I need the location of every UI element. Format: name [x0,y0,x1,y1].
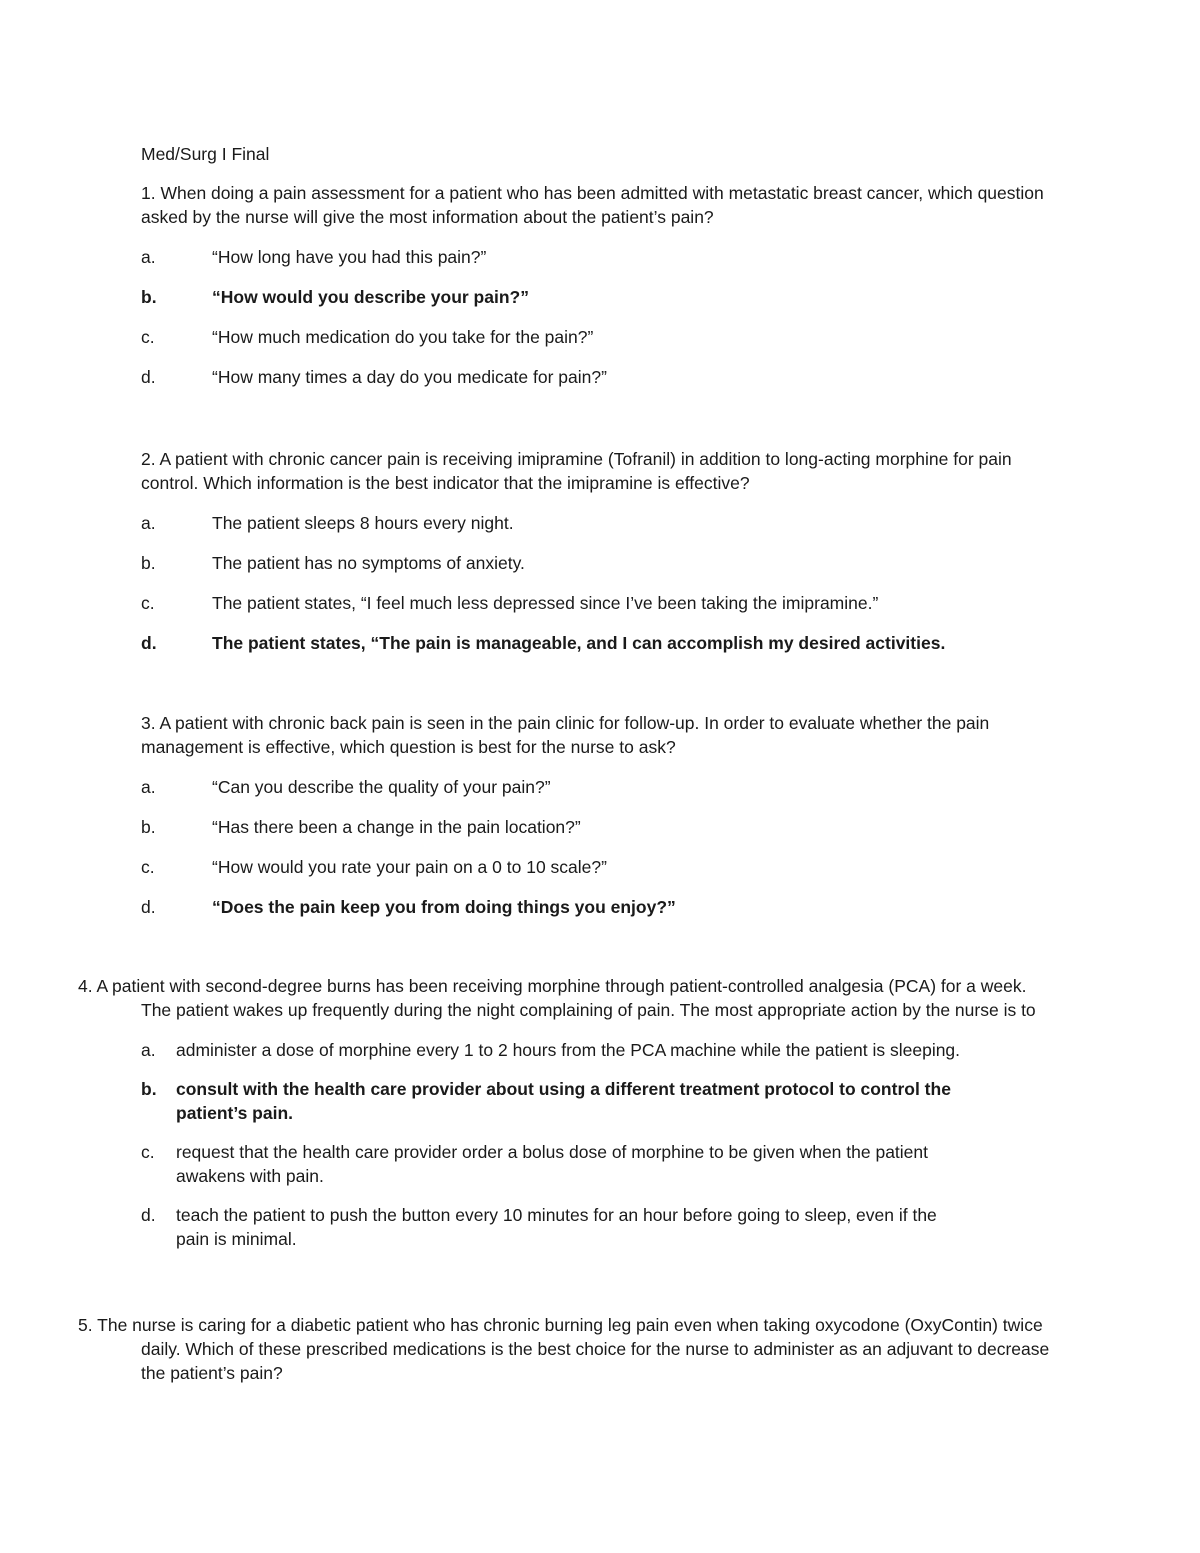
option-text: “How much medication do you take for the pain?” [212,327,594,347]
option-text: The patient states, “The pain is manageable, and I can accomplish my desired activities. [212,633,946,653]
question-2 [141,447,1061,655]
option-a [141,511,1061,535]
option-letter: a. [141,513,156,533]
option-a [141,245,1061,269]
option-d [141,365,1061,389]
option-text: administer a dose of morphine every 1 to 2 hours from the PCA machine while the patient is sleeping. [176,1040,961,1060]
option-text: “How would you rate your pain on a 0 to 10 scale?” [212,857,607,877]
option-text: consult with the health care provider about using a different treatment protocol to control the patient’s pain. [176,1079,951,1123]
option-text: request that the health care provider order a bolus dose of morphine to be given when the patient awakens with pain. [176,1142,929,1186]
option-letter: c. [141,327,155,347]
question-stem: 1. When doing a pain assessment for a patient who has been admitted with metastatic breast cancer, which question asked by the nurse will give the most information about the patient’s pain? [141,183,1044,227]
option-d-correct [141,895,1061,919]
question-4 [78,974,1058,1251]
option-a [78,1038,1058,1062]
option-text: The patient states, “I feel much less depressed since I’ve been taking the imipramine.” [212,593,879,613]
option-a [141,775,1061,799]
option-letter: b. [141,1079,157,1099]
option-b-correct [78,1077,1058,1125]
question-1 [141,181,1061,389]
question-5 [78,1313,1058,1385]
option-text: “How would you describe your pain?” [212,287,529,307]
document-title: Med/Surg I Final [141,144,270,164]
option-text: “Does the pain keep you from doing things you enjoy?” [212,897,676,917]
option-letter: b. [141,287,157,307]
option-text: The patient sleeps 8 hours every night. [212,513,514,533]
option-letter: b. [141,553,156,573]
option-letter: a. [141,247,156,267]
option-text: teach the patient to push the button every 10 minutes for an hour before going to sleep, even if the pain is minimal. [176,1205,937,1249]
option-text: “How long have you had this pain?” [212,247,487,267]
option-letter: b. [141,817,156,837]
question-stem: 3. A patient with chronic back pain is seen in the pain clinic for follow-up. In order to evaluate whether the pain management is effective, which question is best for the nurse to ask? [141,713,990,757]
option-letter: a. [141,777,156,797]
option-d [78,1203,1058,1251]
option-text: “Can you describe the quality of your pain?” [212,777,551,797]
option-text: “Has there been a change in the pain location?” [212,817,581,837]
question-stem: 4. A patient with second-degree burns has been receiving morphine through patient-controlled analgesia (PCA) for a week. The patient wakes up frequently during the night complaining of pain. The most appropriate action by the nurse is to [78,976,1036,1020]
option-letter: c. [141,1142,155,1162]
option-c [141,325,1061,349]
option-text: “How many times a day do you medicate for pain?” [212,367,607,387]
option-letter: d. [141,1205,156,1225]
option-letter: d. [141,633,157,653]
option-c [141,591,1061,615]
option-letter: d. [141,367,156,387]
option-text: The patient has no symptoms of anxiety. [212,553,525,573]
option-b-correct [141,285,1061,309]
option-letter: a. [141,1040,156,1060]
question-stem: 5. The nurse is caring for a diabetic patient who has chronic burning leg pain even when taking oxycodone (OxyContin) twice daily. Which of these prescribed medications is the best choice for the nurse to administer as an adjuvant to decrease the patient’s pain? [78,1315,1050,1383]
question-3 [141,711,1061,919]
option-b [141,551,1061,575]
option-c [141,855,1061,879]
option-b [141,815,1061,839]
option-letter: c. [141,857,155,877]
option-c [78,1140,1058,1188]
option-letter: d. [141,897,156,917]
option-letter: c. [141,593,155,613]
option-d-correct [141,631,1061,655]
question-stem: 2. A patient with chronic cancer pain is receiving imipramine (Tofranil) in addition to long-acting morphine for pain control. Which information is the best indicator that the imipramine is effective? [141,449,1012,493]
